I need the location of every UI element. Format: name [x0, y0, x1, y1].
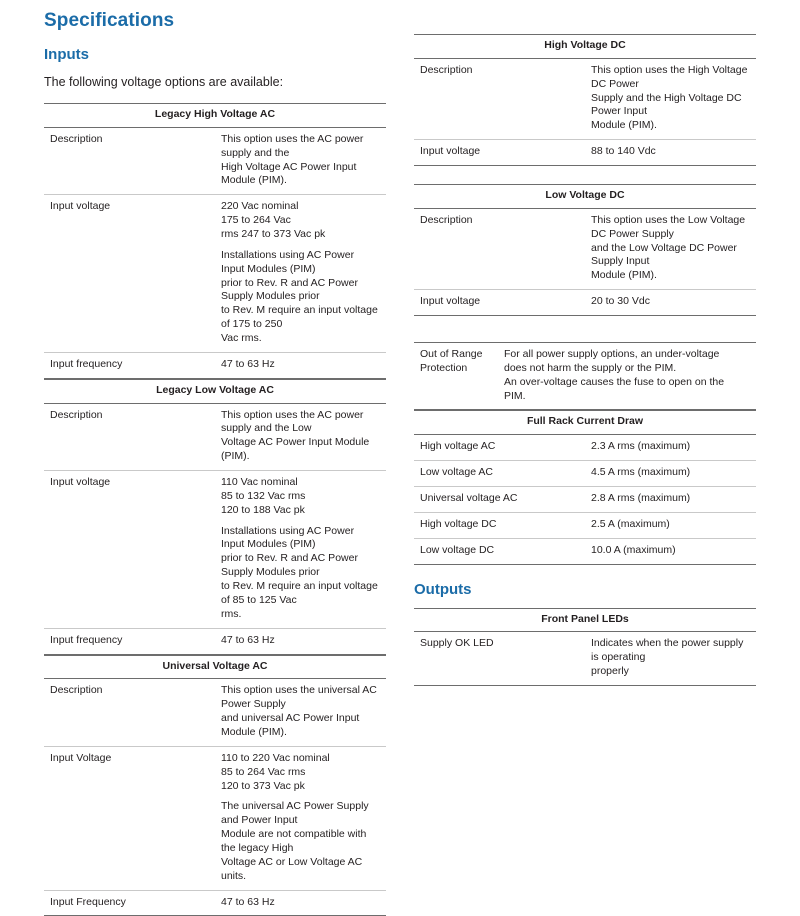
row-label-text: Out of Range Protection — [420, 348, 492, 376]
text-line: 175 to 264 Vac — [221, 214, 380, 228]
row-label: Low voltage DC — [414, 538, 585, 564]
text-line: 120 to 373 Vac pk — [221, 780, 380, 794]
row-label: Input voltage — [44, 471, 215, 629]
text-line: prior to Rev. R and AC Power Supply Modules prior — [221, 277, 380, 305]
text-line: This option uses the AC power supply and the Low — [221, 409, 380, 437]
row-label-text: Input frequency — [50, 634, 209, 648]
row-label: Description — [414, 58, 585, 139]
table-row — [44, 403, 386, 470]
text-line: Installations using AC Power Input Modules (PIM) — [221, 525, 380, 553]
text-line: This option uses the AC power supply and the — [221, 133, 380, 161]
table-row — [414, 461, 756, 487]
row-value — [585, 208, 756, 289]
row-label — [414, 632, 585, 686]
table-row — [414, 58, 756, 139]
row-value — [585, 632, 756, 686]
table-legacy-low-voltage-ac — [44, 379, 386, 655]
table-row — [414, 343, 756, 410]
table-low-voltage-dc — [414, 184, 756, 316]
text-line: This option uses the Low Voltage DC Power Supply — [591, 214, 750, 242]
row-value: 2.5 A (maximum) — [585, 512, 756, 538]
table-caption-row — [414, 35, 756, 59]
row-label: Universal voltage AC — [414, 487, 585, 513]
row-label — [414, 343, 498, 410]
row-value: 88 to 140 Vdc — [585, 140, 756, 166]
table-caption: Low Voltage DC — [414, 185, 756, 209]
text-line: 85 to 264 Vac rms — [221, 766, 380, 780]
text-line: PIM. — [504, 390, 750, 404]
row-label — [44, 628, 215, 654]
row-label: High voltage DC — [414, 512, 585, 538]
text-line: Voltage AC or Low Voltage AC units. — [221, 856, 380, 884]
row-label: Description — [44, 127, 215, 194]
row-value: 4.5 A rms (maximum) — [585, 461, 756, 487]
row-label — [44, 890, 215, 916]
text-line: Module (PIM). — [591, 269, 750, 283]
table-caption: Legacy Low Voltage AC — [44, 379, 386, 403]
text-line: 220 Vac nominal — [221, 200, 380, 214]
table-row — [44, 890, 386, 916]
row-value: 47 to 63 Hz — [215, 628, 386, 654]
text-line: properly — [591, 665, 750, 679]
text-line: Supply and the High Voltage DC Power Input — [591, 92, 750, 120]
table-row — [44, 471, 386, 629]
row-label-text: Input voltage — [420, 145, 579, 159]
intro-text: The following voltage options are available: — [44, 75, 386, 89]
table-row — [414, 512, 756, 538]
table-caption: Legacy High Voltage AC — [44, 104, 386, 128]
row-value — [215, 127, 386, 194]
text-line: 85 to 132 Vac rms — [221, 490, 380, 504]
text-line: Module are not compatible with the legacy High — [221, 828, 380, 856]
table-caption: Front Panel LEDs — [414, 608, 756, 632]
table-row — [44, 352, 386, 378]
row-label: Input Voltage — [44, 746, 215, 890]
text-line: Voltage AC Power Input Module (PIM). — [221, 436, 380, 464]
table-out-of-range-protection — [414, 342, 756, 410]
text-line: Installations using AC Power Input Modules (PIM) — [221, 249, 380, 277]
paragraph-gap — [221, 518, 380, 525]
right-column — [414, 10, 756, 686]
row-value — [215, 746, 386, 890]
row-value: 47 to 63 Hz — [215, 890, 386, 916]
row-label: Description — [414, 208, 585, 289]
table-row — [414, 140, 756, 166]
row-label-text: Supply OK LED — [420, 637, 579, 651]
table-full-rack-current-draw — [414, 410, 756, 564]
section-heading-outputs: Outputs — [414, 581, 756, 598]
text-line: prior to Rev. R and AC Power Supply Modules prior — [221, 552, 380, 580]
left-column — [44, 10, 386, 916]
table-row — [414, 290, 756, 316]
table-caption-row — [414, 608, 756, 632]
text-line: and universal AC Power Input Module (PIM). — [221, 712, 380, 740]
text-line: 110 Vac nominal — [221, 476, 380, 490]
paragraph-gap — [221, 793, 380, 800]
spacer — [414, 565, 756, 581]
table-row — [44, 195, 386, 353]
row-label — [414, 140, 585, 166]
row-label-text: Input Frequency — [50, 896, 209, 910]
table-front-panel-leds — [414, 608, 756, 686]
row-label: High voltage AC — [414, 435, 585, 461]
table-caption-row — [44, 655, 386, 679]
table-caption: Full Rack Current Draw — [414, 411, 756, 435]
table-row — [414, 487, 756, 513]
row-value: 10.0 A (maximum) — [585, 538, 756, 564]
top-spacer — [414, 10, 756, 34]
text-line: The universal AC Power Supply and Power Input — [221, 800, 380, 828]
text-line: This option uses the universal AC Power Supply — [221, 684, 380, 712]
text-line: Module (PIM). — [591, 119, 750, 133]
table-caption: High Voltage DC — [414, 35, 756, 59]
row-value: 47 to 63 Hz — [215, 352, 386, 378]
row-value — [585, 58, 756, 139]
row-value — [498, 343, 756, 410]
text-line: Vac rms. — [221, 332, 380, 346]
text-line: 110 to 220 Vac nominal — [221, 752, 380, 766]
table-row — [44, 679, 386, 746]
paragraph-gap — [221, 242, 380, 249]
section-heading-inputs: Inputs — [44, 46, 386, 63]
text-line: and the Low Voltage DC Power Supply Input — [591, 242, 750, 270]
page-title: Specifications — [44, 10, 386, 32]
table-row — [44, 628, 386, 654]
table-row — [44, 127, 386, 194]
text-line: For all power supply options, an under-voltage — [504, 348, 750, 362]
table-universal-voltage-ac — [44, 655, 386, 916]
table-high-voltage-dc — [414, 34, 756, 166]
table-caption: Universal Voltage AC — [44, 655, 386, 679]
text-line: to Rev. M require an input voltage of 85 to 125 Vac — [221, 580, 380, 608]
text-line: Indicates when the power supply is operating — [591, 637, 750, 665]
text-line: High Voltage AC Power Input Module (PIM). — [221, 161, 380, 189]
table-row — [414, 632, 756, 686]
row-label-text: Input frequency — [50, 358, 209, 372]
row-label: Description — [44, 679, 215, 746]
text-line: to Rev. M require an input voltage of 175 to 250 — [221, 304, 380, 332]
table-caption-row — [44, 104, 386, 128]
text-line: 120 to 188 Vac pk — [221, 504, 380, 518]
row-value: 2.8 A rms (maximum) — [585, 487, 756, 513]
row-value: 20 to 30 Vdc — [585, 290, 756, 316]
row-label-text: Input voltage — [420, 295, 579, 309]
row-label: Input voltage — [44, 195, 215, 353]
text-line: rms. — [221, 608, 380, 622]
table-caption-row — [414, 411, 756, 435]
spacer — [414, 316, 756, 342]
table-row — [414, 538, 756, 564]
table-row — [414, 208, 756, 289]
row-value — [215, 471, 386, 629]
row-label: Description — [44, 403, 215, 470]
row-label — [414, 290, 585, 316]
text-line: An over-voltage causes the fuse to open on the — [504, 376, 750, 390]
table-row — [44, 746, 386, 890]
text-line: rms 247 to 373 Vac pk — [221, 228, 380, 242]
row-value — [215, 403, 386, 470]
text-line: does not harm the supply or the PIM. — [504, 362, 750, 376]
two-column-layout — [44, 10, 760, 916]
row-value — [215, 195, 386, 353]
table-caption-row — [414, 185, 756, 209]
table-legacy-high-voltage-ac — [44, 103, 386, 379]
row-value: 2.3 A rms (maximum) — [585, 435, 756, 461]
spacer — [414, 166, 756, 184]
text-line: This option uses the High Voltage DC Power — [591, 64, 750, 92]
row-value — [215, 679, 386, 746]
row-label: Low voltage AC — [414, 461, 585, 487]
row-label — [44, 352, 215, 378]
table-row — [414, 435, 756, 461]
table-caption-row — [44, 379, 386, 403]
